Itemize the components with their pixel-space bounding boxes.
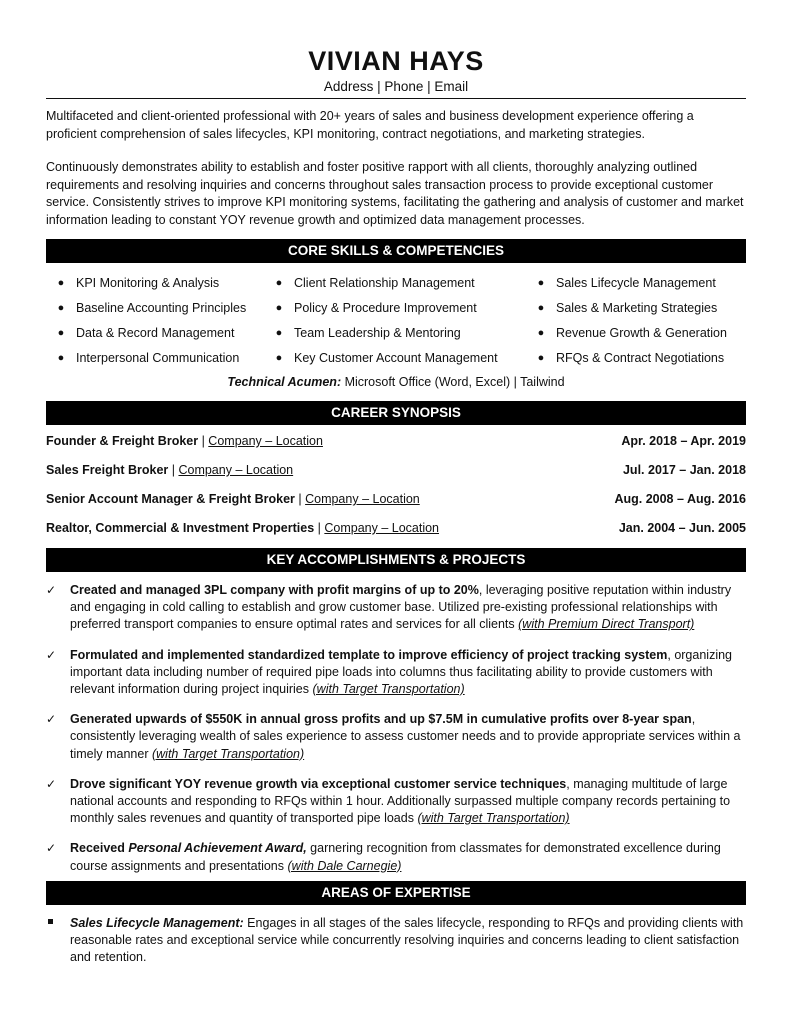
skill-label: Revenue Growth & Generation xyxy=(556,326,727,340)
accomplishment-text: , managing multitude of large national accounts and responding to RFQs within 1 hour. Additionally surpassed multiple company records pertaining to monthly sales revenues and quantity of transported pipe loads xyxy=(70,776,731,826)
bullet-icon: ● xyxy=(275,352,283,364)
accomplishment-text: garnering recognition from classmates for demonstrated excellence during course assignments and presentations xyxy=(70,841,721,873)
skill-label: Client Relationship Management xyxy=(294,276,475,290)
accomplishment-item xyxy=(46,711,746,763)
skill-label: Key Customer Account Management xyxy=(294,351,498,365)
separator: | xyxy=(294,492,306,506)
job-dates: Jul. 2017 – Jan. 2018 xyxy=(622,463,746,477)
skill-item xyxy=(264,321,526,346)
job-title: Realtor, Commercial & Investment Properties xyxy=(46,521,315,535)
bullet-icon: ● xyxy=(57,277,65,289)
skill-item xyxy=(264,296,526,321)
accomplishment-text: , consistently leveraging wealth of sales experience to assess customer needs and to provide appropriate services within a timely manner xyxy=(70,712,741,761)
skills-column xyxy=(264,271,526,371)
expertise-label: Sales Lifecycle Management: xyxy=(70,915,244,930)
accomplishment-highlight: Received xyxy=(70,841,129,856)
job-title: Founder & Freight Broker xyxy=(46,434,199,448)
section-heading-accomplishments: KEY ACCOMPLISHMENTS & PROJECTS xyxy=(46,548,746,572)
bullet-icon: ● xyxy=(537,327,545,339)
separator: | xyxy=(168,463,179,477)
accomplishment-company: (with Target Transportation) xyxy=(417,811,570,826)
job-title: Senior Account Manager & Freight Broker xyxy=(46,492,295,506)
expertise-list xyxy=(46,915,746,967)
job-title: Sales Freight Broker xyxy=(46,463,169,477)
resume-page xyxy=(46,46,746,966)
skill-item xyxy=(264,346,526,371)
section-heading-skills: CORE SKILLS & COMPETENCIES xyxy=(46,239,746,263)
career-entry xyxy=(46,432,746,461)
accomplishment-highlight: Drove significant YOY revenue growth via exceptional customer service techniques xyxy=(70,776,567,791)
skill-label: Team Leadership & Mentoring xyxy=(294,326,461,340)
summary-paragraph: Multifaceted and client-oriented professional with 20+ years of sales and business development experience offering a proficient comprehension of sales lifecycles, KPI monitoring, contract negotiations, and marketing strategies. xyxy=(46,109,694,141)
career-entry xyxy=(46,461,746,490)
checkmark-icon: ✓ xyxy=(46,647,57,662)
separator: | xyxy=(314,521,325,535)
award-name: Personal Achievement Award, xyxy=(128,841,307,856)
bullet-icon: ● xyxy=(57,327,65,339)
bullet-icon: ● xyxy=(57,352,65,364)
technical-acumen xyxy=(46,373,746,391)
section-heading-expertise: AREAS OF EXPERTISE xyxy=(46,881,746,905)
skill-item xyxy=(264,271,526,296)
skill-item xyxy=(526,271,746,296)
technical-acumen-label: Technical Acumen: xyxy=(227,375,342,389)
accomplishment-company: (with Target Transportation) xyxy=(151,746,305,761)
skill-item xyxy=(46,346,264,371)
company-location: Company – Location xyxy=(324,521,440,535)
summary-section xyxy=(46,108,746,229)
bullet-icon: ● xyxy=(275,327,283,339)
separator: | xyxy=(198,434,209,448)
skill-label: Interpersonal Communication xyxy=(76,351,240,365)
checkmark-icon: ✓ xyxy=(46,712,57,727)
accomplishment-highlight: Formulated and implemented standardized template to improve efficiency of project tracking system xyxy=(70,647,668,662)
career-entry xyxy=(46,490,746,519)
job-dates: Aug. 2008 – Aug. 2016 xyxy=(614,492,746,506)
skill-item xyxy=(46,271,264,296)
career-entry xyxy=(46,519,746,548)
career-list xyxy=(46,432,746,548)
checkmark-icon: ✓ xyxy=(46,841,57,856)
summary-paragraph: Continuously demonstrates ability to establish and foster positive rapport with all clients, thoroughly analyzing outlined requirements and resolving inquiries and concerns throughout sales transaction process to provide exceptional customer service. Consistently strives to improve KPI monitoring systems, facilitating the gathering and analysis of customer and market information leading to constant YOY revenue growth and optimized data management processes. xyxy=(46,160,744,227)
skill-item xyxy=(526,321,746,346)
accomplishment-item xyxy=(46,647,746,699)
job-dates: Apr. 2018 – Apr. 2019 xyxy=(621,434,746,448)
skill-label: RFQs & Contract Negotiations xyxy=(556,351,725,365)
skills-column xyxy=(46,271,264,371)
accomplishment-text: , leveraging positive reputation within industry and engaging in cold calling to establish and grow customer base. Utilized pre-existing professional relationships with preferred transport companies to ensure optimal rates and services for all clients xyxy=(70,583,732,632)
expertise-text: Engages in all stages of the sales lifecycle, responding to RFQs and providing clients with reasonable rates and exceptional service while concurrently resolving inquiries and concerns leading to client satisfaction and retention. xyxy=(70,915,744,965)
company-location: Company – Location xyxy=(305,492,420,506)
bullet-icon: ● xyxy=(537,302,545,314)
skill-item xyxy=(46,296,264,321)
accomplishment-text: , organizing important data including number of required pipe loads into columns thus facilitating ability to provide customers with relevant information during project inquiries xyxy=(70,647,732,697)
skill-item xyxy=(46,321,264,346)
accomplishment-item xyxy=(46,776,746,828)
bullet-icon: ● xyxy=(57,302,65,314)
skill-item xyxy=(526,296,746,321)
bullet-icon: ● xyxy=(275,302,283,314)
skills-column xyxy=(526,271,746,371)
square-bullet-icon xyxy=(46,915,70,967)
accomplishment-company: (with Target Transportation) xyxy=(312,682,465,697)
accomplishment-item xyxy=(46,582,746,634)
company-location: Company – Location xyxy=(208,434,323,448)
skill-label: KPI Monitoring & Analysis xyxy=(76,276,220,290)
accomplishment-company: (with Premium Direct Transport) xyxy=(518,617,695,632)
skill-label: Sales Lifecycle Management xyxy=(556,276,716,290)
bullet-icon: ● xyxy=(537,352,545,364)
bullet-icon: ● xyxy=(537,277,545,289)
accomplishment-highlight: Created and managed 3PL company with profit margins of up to 20% xyxy=(70,583,479,597)
expertise-item xyxy=(46,915,746,967)
section-heading-career: CAREER SYNOPSIS xyxy=(46,401,746,425)
skill-label: Baseline Accounting Principles xyxy=(76,301,247,315)
contact-line: Address | Phone | Email xyxy=(46,78,746,99)
skill-label: Policy & Procedure Improvement xyxy=(294,301,477,315)
accomplishment-item xyxy=(46,840,746,874)
job-dates: Jan. 2004 – Jun. 2005 xyxy=(618,521,746,535)
checkmark-icon: ✓ xyxy=(46,776,57,791)
bullet-icon: ● xyxy=(275,277,283,289)
company-location: Company – Location xyxy=(178,463,294,477)
checkmark-icon: ✓ xyxy=(46,583,57,597)
accomplishments-list xyxy=(46,582,746,875)
accomplishment-company: (with Dale Carnegie) xyxy=(287,858,402,873)
skill-item xyxy=(526,346,746,371)
skills-grid xyxy=(46,271,746,371)
skill-label: Sales & Marketing Strategies xyxy=(556,301,718,315)
candidate-name: VIVIAN HAYS xyxy=(308,46,484,76)
skill-label: Data & Record Management xyxy=(76,326,235,340)
accomplishment-highlight: Generated upwards of $550K in annual gross profits and up $7.5M in cumulative profits over 8-year span xyxy=(70,712,692,727)
technical-acumen-value: Microsoft Office (Word, Excel) | Tailwind xyxy=(341,375,565,389)
